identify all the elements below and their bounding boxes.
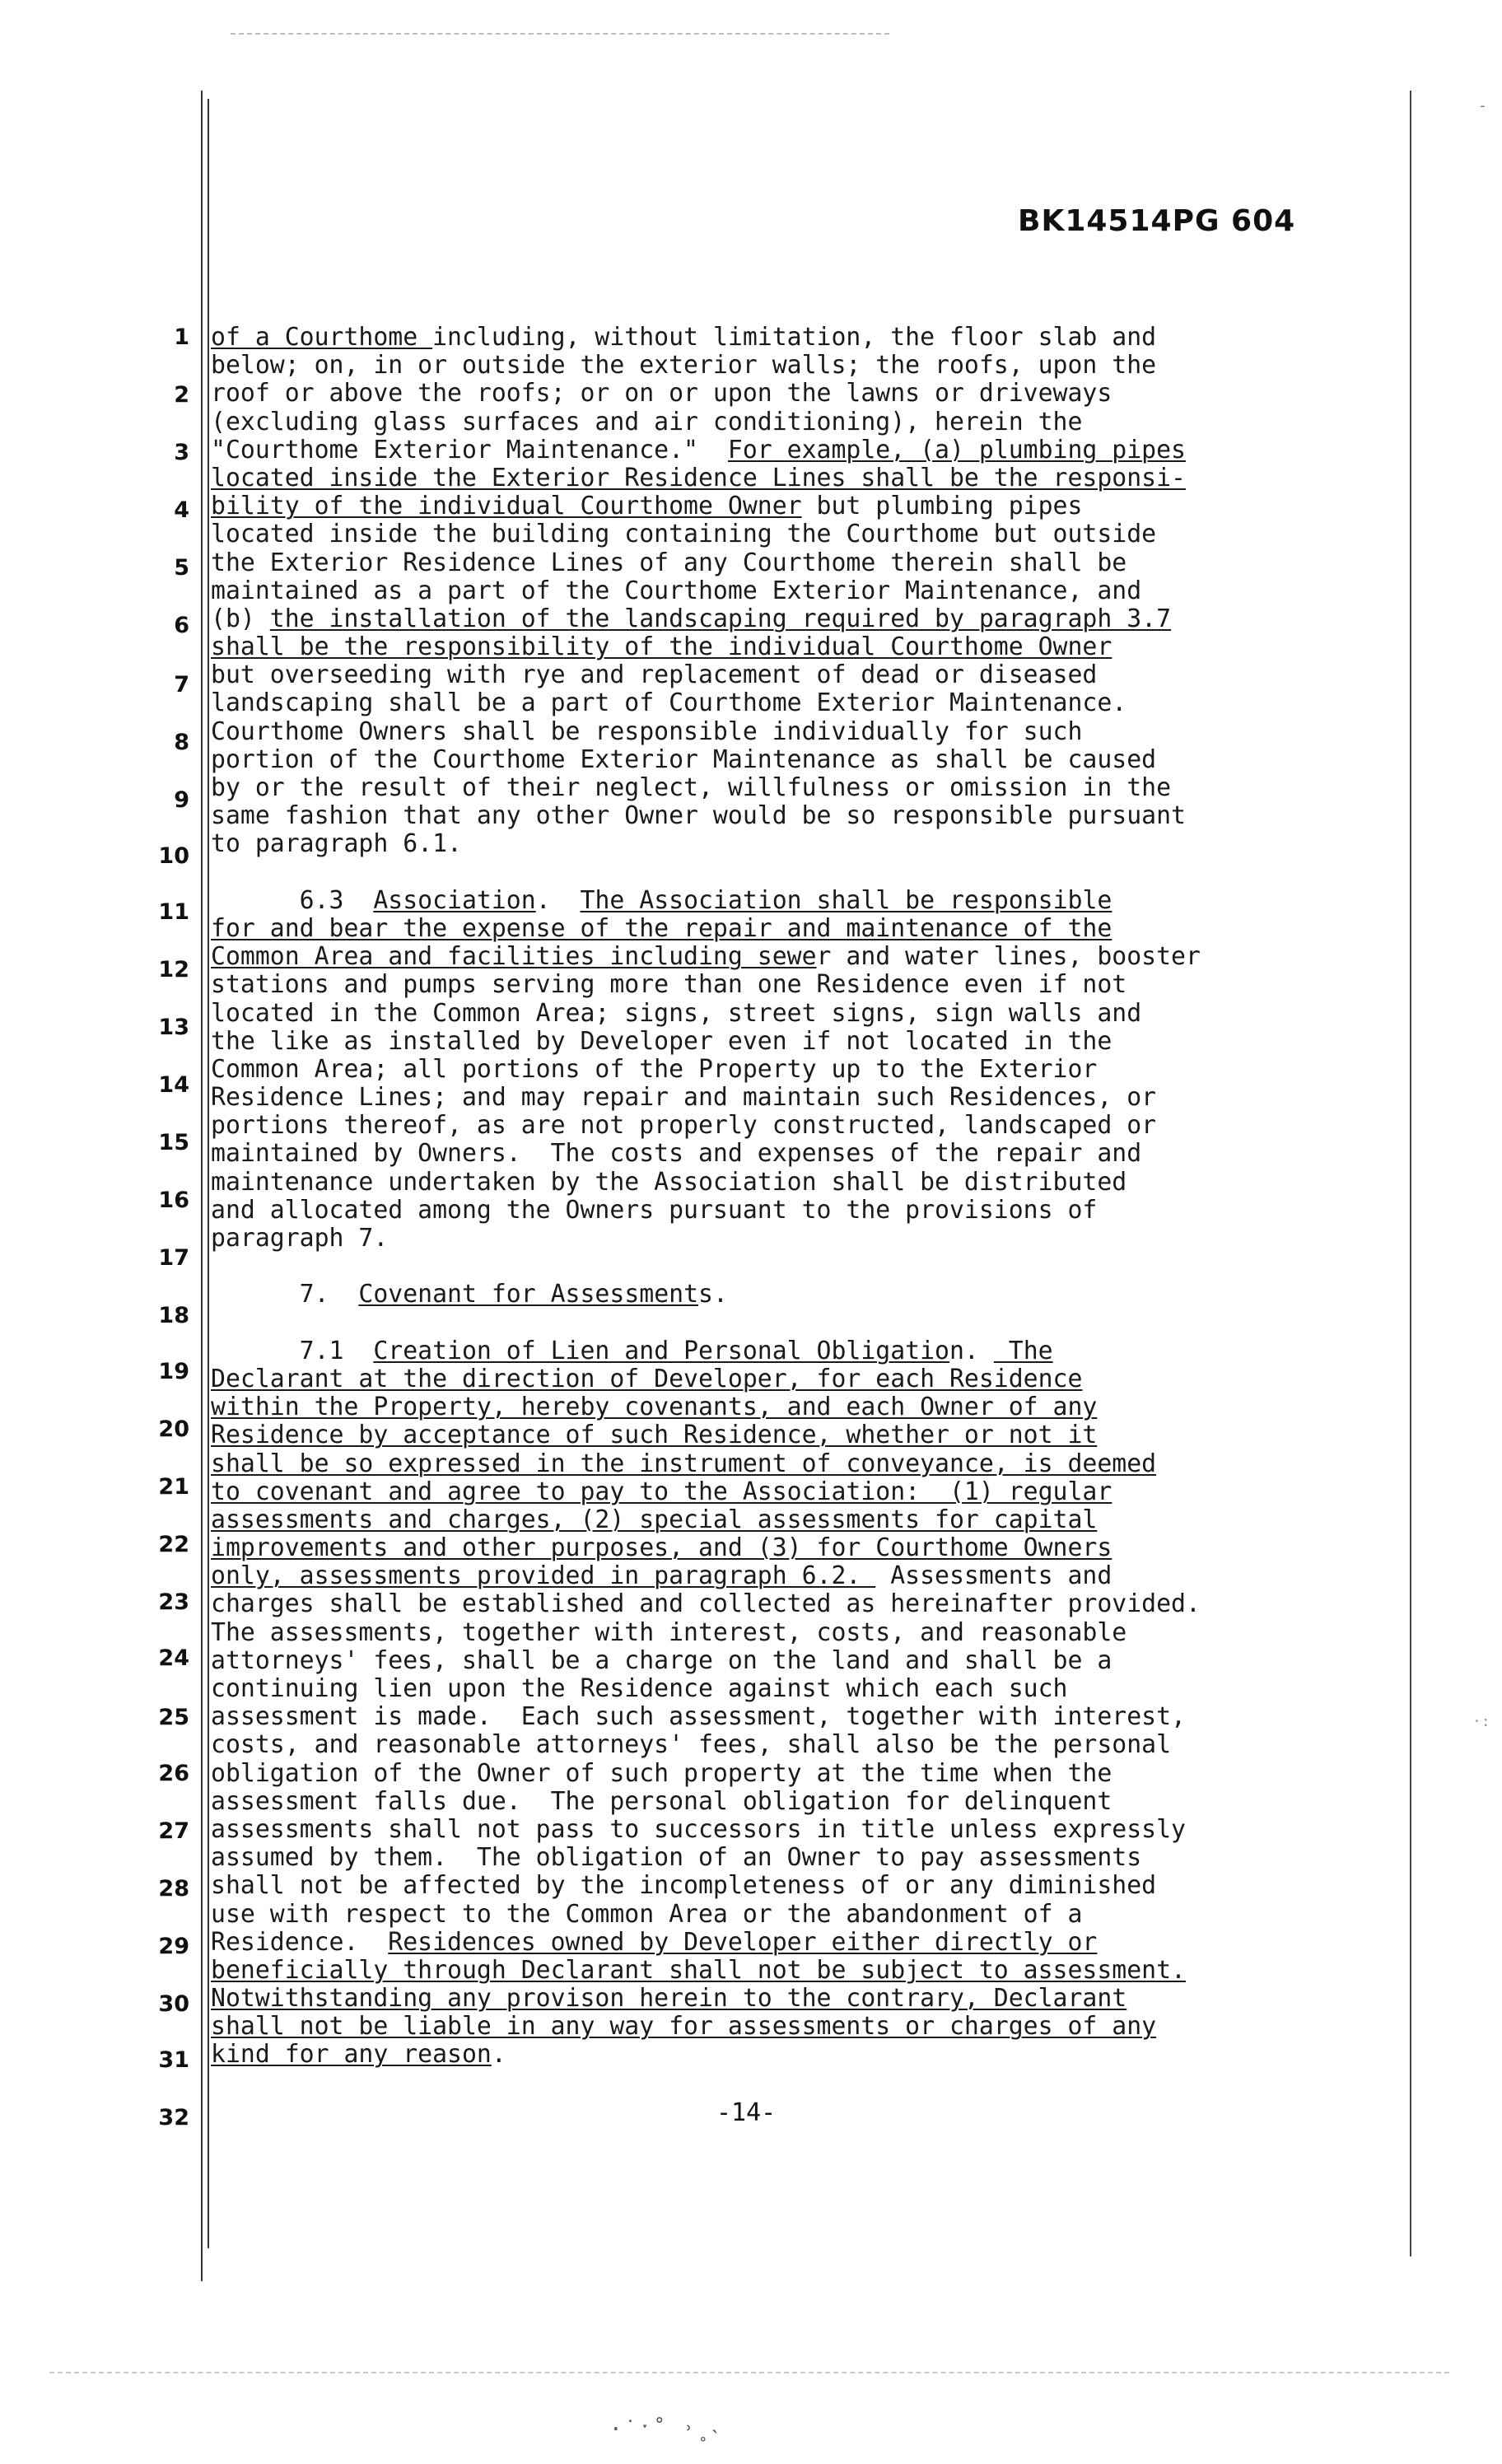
text-line: located inside the Exterior Residence Lines shall be the responsi- (211, 463, 1186, 492)
document-body (211, 324, 1397, 2070)
text-line: below; on, in or outside the exterior walls; the roofs, upon the (211, 351, 1157, 380)
line-number: 12 (158, 957, 189, 982)
line-number: 9 (174, 787, 189, 813)
line-number: 32 (158, 2105, 189, 2130)
text-line: (b) the installation of the landscaping required by paragraph 3.7 (211, 604, 1172, 633)
line-number: 29 (158, 1934, 189, 1959)
text-line: 7.1 Creation of Lien and Personal Obligation. The (211, 1336, 1053, 1365)
text-line: Common Area; all portions of the Property up to the Exterior (211, 1054, 1098, 1084)
text-line: assessment is made. Each such assessment, together with interest, (211, 1702, 1186, 1732)
line-number: 27 (158, 1818, 189, 1844)
line-number: 22 (158, 1532, 189, 1557)
left-margin-rule (201, 91, 203, 2281)
text-line: shall be the responsibility of the individual Courthome Owner (211, 632, 1113, 662)
line-number: 23 (158, 1589, 189, 1615)
line-number: 17 (158, 1245, 189, 1271)
line-number: 25 (158, 1705, 189, 1730)
text-line (211, 1309, 1397, 1337)
book-page-stamp: BK14514PG 604 (1018, 204, 1296, 238)
line-number: 28 (158, 1876, 189, 1902)
line-number: 26 (158, 1761, 189, 1786)
line-number: 30 (158, 1991, 189, 2017)
line-number: 2 (174, 382, 189, 408)
text-line: The assessments, together with interest, costs, and reasonable (211, 1617, 1127, 1647)
text-line: Declarant at the direction of Developer, for each Residence (211, 1364, 1083, 1393)
line-number: 31 (158, 2047, 189, 2073)
text-line (211, 1253, 1397, 1281)
text-line: kind for any reason. (211, 2040, 506, 2070)
text-line: Courthome Owners shall be responsible individually for such (211, 716, 1083, 746)
text-line: Notwithstanding any provison herein to the contrary, Declarant (211, 1984, 1127, 2014)
text-line: by or the result of their neglect, willfulness or omission in the (211, 773, 1172, 802)
text-line: continuing lien upon the Residence against which each such (211, 1674, 1068, 1703)
text-line: assessment falls due. The personal obligation for delinquent (211, 1786, 1113, 1816)
text-line: maintenance undertaken by the Association shall be distributed (211, 1167, 1127, 1197)
text-line: Common Area and facilities including sewer and water lines, booster (211, 942, 1201, 972)
line-number: 21 (158, 1474, 189, 1500)
text-line: roof or above the roofs; or on or upon the lawns or driveways (211, 379, 1113, 408)
text-line: shall be so expressed in the instrument of conveyance, is deemed (211, 1449, 1157, 1478)
text-line: 7. Covenant for Assessments. (211, 1280, 728, 1309)
text-line: same fashion that any other Owner would be so responsible pursuant (211, 801, 1186, 831)
text-line: only, assessments provided in paragraph 6.2. Assessments and (211, 1561, 1113, 1591)
text-line (211, 859, 1397, 887)
text-line: the like as installed by Developer even if not located in the (211, 1026, 1113, 1056)
left-margin-rule-inner (208, 99, 209, 2248)
text-line: Residence. Residences owned by Developer either directly or (211, 1927, 1098, 1957)
line-number: 18 (158, 1303, 189, 1328)
text-line: 6.3 Association. The Association shall be responsible (211, 885, 1113, 915)
text-line: located inside the building containing the Courthome but outside (211, 520, 1157, 549)
line-number: 14 (158, 1072, 189, 1098)
line-number: 3 (174, 440, 189, 465)
text-line: Residence Lines; and may repair and maintain such Residences, or (211, 1083, 1157, 1113)
text-line: stations and pumps serving more than one Residence even if not (211, 970, 1127, 1000)
line-number: 4 (174, 497, 189, 523)
text-line: within the Property, hereby covenants, and each Owner of any (211, 1393, 1098, 1422)
text-line: costs, and reasonable attorneys' fees, shall also be the personal (211, 1730, 1172, 1760)
text-line: shall not be affected by the incompleteness of or any diminished (211, 1871, 1157, 1901)
text-line: charges shall be established and collected as hereinafter provided. (211, 1589, 1201, 1619)
text-line: (excluding glass surfaces and air conditioning), herein the (211, 407, 1083, 436)
text-line: for and bear the expense of the repair and maintenance of the (211, 913, 1113, 943)
line-number: 11 (158, 899, 189, 925)
text-line: paragraph 7. (211, 1224, 389, 1253)
text-line: of a Courthome including, without limitation, the floor slab and (211, 323, 1157, 352)
text-line: portions thereof, as are not properly constructed, landscaped or (211, 1111, 1157, 1141)
text-line: maintained by Owners. The costs and expenses of the repair and (211, 1139, 1142, 1169)
scan-artifact-smudge: ·˙ˑ˚ ˒˳˴ (609, 2417, 726, 2442)
scan-artifact-tick: - (1478, 97, 1487, 114)
text-line: to paragraph 6.1. (211, 829, 462, 859)
line-number: 15 (158, 1130, 189, 1155)
line-number: 20 (158, 1416, 189, 1442)
text-line: located in the Common Area; signs, street signs, sign walls and (211, 998, 1142, 1028)
line-number: 1 (174, 324, 189, 350)
text-line: portion of the Courthome Exterior Maintenance as shall be caused (211, 744, 1157, 774)
text-line: improvements and other purposes, and (3) for Courthome Owners (211, 1533, 1113, 1563)
text-line: "Courthome Exterior Maintenance." For example, (a) plumbing pipes (211, 435, 1186, 464)
text-line: shall not be liable in any way for assessments or charges of any (211, 2012, 1157, 2042)
text-line: but overseeding with rye and replacement of dead or diseased (211, 660, 1098, 690)
text-line: use with respect to the Common Area or the abandonment of a (211, 1899, 1083, 1929)
line-number: 6 (174, 613, 189, 638)
text-line: maintained as a part of the Courthome Exterior Maintenance, and (211, 576, 1142, 605)
text-line: assessments and charges, (2) special assessments for capital (211, 1505, 1098, 1534)
text-line: the Exterior Residence Lines of any Courthome therein shall be (211, 548, 1127, 577)
text-line: landscaping shall be a part of Courthome Exterior Maintenance. (211, 688, 1127, 718)
line-number: 24 (158, 1645, 189, 1671)
text-line: assumed by them. The obligation of an Owner to pay assessments (211, 1843, 1142, 1873)
line-number: 7 (174, 672, 189, 698)
text-line: Residence by acceptance of such Residence, whether or not it (211, 1421, 1098, 1450)
scan-artifact-mark: ·: (1472, 1713, 1490, 1730)
text-line: beneficially through Declarant shall not be subject to assessment. (211, 1955, 1186, 1985)
scan-artifact-bottom (49, 2372, 1449, 2373)
text-line: bility of the individual Courthome Owner but plumbing pipes (211, 492, 1083, 521)
line-number: 13 (158, 1015, 189, 1040)
line-number: 5 (174, 555, 189, 581)
text-line: and allocated among the Owners pursuant to the provisions of (211, 1195, 1098, 1225)
line-number: 10 (158, 843, 189, 869)
scan-artifact-top (231, 33, 889, 35)
text-line: assessments shall not pass to successors in title unless expressly (211, 1814, 1186, 1844)
text-line: obligation of the Owner of such property at the time when the (211, 1758, 1113, 1788)
text-line: attorneys' fees, shall be a charge on the land and shall be a (211, 1645, 1113, 1675)
line-number: 19 (158, 1359, 189, 1384)
text-line: to covenant and agree to pay to the Association: (1) regular (211, 1477, 1113, 1506)
line-number: 16 (158, 1188, 189, 1213)
line-number: 8 (174, 730, 189, 755)
right-margin-rule (1410, 91, 1411, 2256)
page-number: -14- (716, 2098, 777, 2127)
